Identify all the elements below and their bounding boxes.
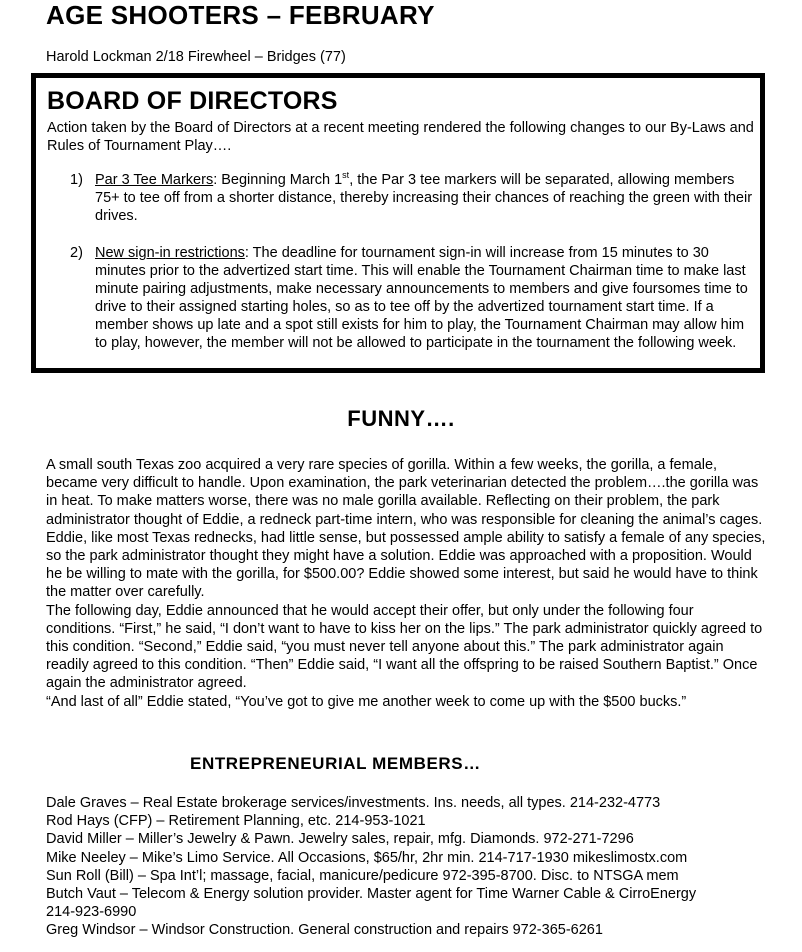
- board-intro: Action taken by the Board of Directors at a recent meeting rendered the following changes to our By-Laws and Rules of Tournament Play….: [47, 120, 754, 154]
- page-title: AGE SHOOTERS – FEBRUARY: [46, 0, 435, 30]
- story-paragraph: “And last of all” Eddie stated, “You’ve got to give me another week to come up with the $500 bucks.”: [46, 693, 687, 710]
- board-title: BOARD OF DIRECTORS: [47, 87, 338, 115]
- item-number: 2): [70, 245, 83, 261]
- member-entry: Butch Vaut – Telecom & Energy solution provider. Master agent for Time Warner Cable & CirroEnergy 214-923-6990: [46, 886, 697, 921]
- funny-story: [46, 456, 766, 711]
- member-entry: Sun Roll (Bill) – Spa Int’l; massage, facial, manicure/pedicure 972-395-8700. Disc. to NTSGA mem: [46, 867, 679, 884]
- member-entry: Mike Neeley – Mike’s Limo Service. All Occasions, $65/hr, 2hr min. 214-717-1930 mikeslimostx.com: [46, 849, 688, 866]
- item-body-start: : Beginning March 1: [213, 172, 343, 188]
- item-heading: New sign-in restrictions: [95, 245, 245, 261]
- item-text: [95, 244, 760, 352]
- member-entry: Dale Graves – Real Estate brokerage services/investments. Ins. needs, all types. 214-232-4773: [46, 795, 661, 811]
- item-body: : The deadline for tournament sign-in will increase from 15 minutes to 30 minutes prior to the advertized start time. This will enable the Tournament Chairman time to make last minute pairing adjustments, make necessary announcements to members and give foursomes time to drive to their assigned starting holes, so as to tee off by the advertized tournament start time. If a member shows up late and a spot still exists for him to play, the Tournament Chairman may allow him to play, however, the member will not be allowed to participate in the tournament the following week.: [95, 245, 748, 351]
- member-entry: Rod Hays (CFP) – Retirement Planning, etc. 214-953-1021: [46, 813, 426, 830]
- age-shooter-entry: Harold Lockman 2/18 Firewheel – Bridges (77): [46, 49, 346, 65]
- member-entry: David Miller – Miller’s Jewelry & Pawn. Jewelry sales, repair, mfg. Diamonds. 972-271-7296: [46, 831, 634, 848]
- item-heading: Par 3 Tee Markers: [95, 172, 214, 188]
- member-list: [46, 794, 766, 940]
- story-paragraph: The following day, Eddie announced that he would accept their offer, but only under the following four conditions. “First,” he said, “I don’t want to have to kiss her on the lips.” The park administrator quickly agreed to this condition. “Second,” Eddie said, “you must never tell anyone about this.” The park administrator again readily agreed to this condition. “Then” Eddie said, “I want all the offspring to be raised Southern Baptist.” Once again the administrator agreed.: [46, 602, 763, 692]
- funny-heading: FUNNY….: [347, 406, 455, 431]
- item-superscript: st: [342, 170, 350, 181]
- member-entry: Greg Windsor – Windsor Construction. General construction and repairs 972-365-6261: [46, 922, 603, 939]
- item-text: [95, 171, 760, 225]
- story-paragraph: A small south Texas zoo acquired a very rare species of gorilla. Within a few weeks, the gorilla, a female, became very difficult to handle. Upon examination, the park veterinarian detected the problem….the gorilla was in heat. To make matters worse, there was no male gorilla available. Reflecting on their problem, the park administrator thought of Eddie, a redneck part-time intern, who was responsible for cleaning the animal’s cages. Eddie, like most Texas rednecks, had little sense, but possessed ample ability to satisfy a female of any species, so the park administrator thought they might have a solution. Eddie was approached with a proposition. Would he be willing to mate with the gorilla, for $500.00? Eddie showed some interest, but said he would have to think the matter over carefully.: [46, 457, 766, 601]
- item-body-end: , the Par 3 tee markers will be separated, allowing members 75+ to tee off from a shorter distance, thereby increasing their chances of reaching the green with their drives.: [95, 172, 753, 224]
- entrepreneurial-heading: ENTREPRENEURIAL MEMBERS…: [190, 754, 481, 773]
- board-of-directors-box: [31, 73, 765, 373]
- item-number: 1): [70, 172, 83, 188]
